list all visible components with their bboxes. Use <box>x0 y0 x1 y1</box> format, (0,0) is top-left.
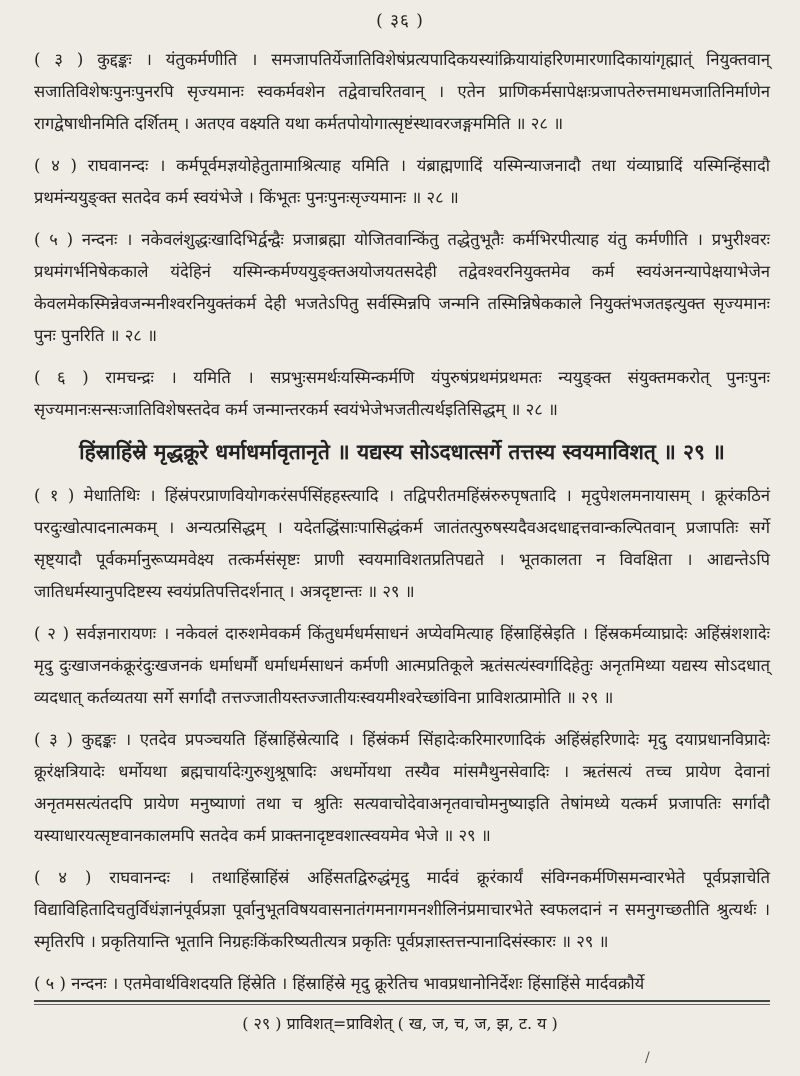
commentary-paragraph: ( ४ ) राघवानन्दः । कर्मपूर्वमज्ञयोहेतुतामाश्रित्याह यमिति । यंब्राह्मणादिं यस्मिन्याजनादौ तथा यंव्याघ्रादिं यस्मिन्हिंसादौ प्रथमंन्ययुङ्क्त सतदेव कर्म स्वयंभेजे । किंभूतः पुनःपुनःसृज्यमानः ॥ २८ ॥ <box>34 156 770 207</box>
commentary-paragraph: ( १ ) मेधातिथिः । हिंस्रंपरप्राणवियोगकरंसर्पसिंहहस्त्यादि । तद्विपरीतमहिंस्रंरुरुपृषतादि । मृदुपेशलमनायासम् । क्रूरंकठिनं परदुःखोत्पादनात्मकम् । अन्यत्प्रसिद्धम् । यदेतद्धिंसाःपासिद्धंकर्म जातंतत्पुरुषस्यदैवअदधाद्दत्तवान्कल्पितवान् प्रजापतिः सर्गे सृष्ट्यादौ पूर्वकर्मानुरूप्यमवेक्ष्य तत्कर्मसंसृष्टः प्राणी स्वयमाविशतप्रतिपद्यते । भूतकालता न विवक्षिता । आद्यन्तेऽपि जातिधर्मस्यानुपदिष्टस्य स्वयंप्रतिपत्तिदर्शनात् । अत्रदृष्टान्तः ॥ २९ ॥ <box>34 486 770 601</box>
commentary-paragraph: ( ४ ) राघवानन्दः । तथाहिंस्राहिंस्रं अहिंसतद्विरुद्धंमृदु मार्दवं क्रूरंकार्यं संविग्नकर्मणिसमन्वारभेते पूर्वप्रज्ञाचेति विद्याविहितादिचतुर्विधंज्ञानंपूर्वप्रज्ञा पूर्वानुभूतविषयवासनातंगमनागमनशीलिनंप्रमाचारभेते स्वफलदानं न समनुगच्छतीति श्रुत्यर्थः । स्मृतिरपि । प्रकृतियान्ति भूतानि निग्रहःकिंकरिष्यतीत्यत्र प्रकृतिः पूर्वप्रज्ञास्तत्तन्पानादिसंस्कारः ॥ २९ ॥ <box>34 868 770 951</box>
page-body <box>34 44 770 1010</box>
commentary-paragraph: ( २ ) सर्वज्ञनारायणः । नकेवलं दारुशमेवकर्म किंतुधर्मधर्मसाधनं अप्येवमित्याह हिंस्राहिंस्रेइति । हिंस्रकर्मव्याघ्रादेः अहिंस्रंशशादेः मृदु दुःखाजनकंक्रूरंदुःखजनकं धर्माधर्मौ धर्माधर्मसाधनं कर्मणी आत्मप्रतिकूले ऋतंसत्यंस्वर्गादिहेतुः अनृतमिथ्या यद्यस्य सोऽदधात् व्यदधात् कर्तव्यतया सर्गे सर्गादौ तत्तज्जातीयस्तज्जातीयःस्वयमीश्वरेच्छांविना प्राविशत्प्रामोति ॥ २९ ॥ <box>34 624 770 707</box>
page-number: ( ३६ ) <box>376 11 424 31</box>
footnote-divider-thin <box>34 1004 770 1005</box>
commentary-paragraph: ( ६ ) रामचन्द्रः । यमिति । सप्रभुःसमर्थःयस्मिन्कर्मणि यंपुरुषंप्रथमंप्रथमतः न्ययुङ्क्त संयुक्तमकरोत् पुनःपुनः सृज्यमानःसन्सःजातिविशेषस्तदेव कर्म जन्मान्तरकर्म स्वयंभेजेभजतीत्यर्थइतिसिद्धम् ॥ २८ ॥ <box>34 368 770 419</box>
commentary-paragraph: ( ५ ) नन्दनः । नकेवलंशुद्धःखादिभिर्द्वन्द्वैः प्रजाब्रह्मा योजितवान्किंतु तद्धेतुभूतैः कर्मभिरपीत्याह यंतु कर्मणीति । प्रभुरीश्वरः प्रथमंगर्भनिषेककाले यंदेहिनं यस्मिन्कर्मण्ययुङ्क्तअयोजयतसदेही तद्वेवश्वरनियुक्तमेव कर्म स्वयंअनन्यापेक्षयाभेजेन केवलमेकस्मिन्नेवजन्मनीश्वरनियुक्तंकर्म देही भजतेऽपितु सर्वस्मिन्नपि जन्मनि तस्मिन्निषेककाले नियुक्तंभजतइत्युक्त सृज्यमानः पुनः पुनरिति ॥ २८ ॥ <box>34 230 770 345</box>
verse-heading: हिंस्राहिंस्रे मृद्धक्रूरे धर्माधर्मावृतानृते ॥ यद्यस्य सोऽदधात्सर्गे तत्तस्य स्वयमाविशत् ॥ २९ ॥ <box>79 439 725 464</box>
page-mark: / <box>645 1050 650 1066</box>
commentary-paragraph: ( ३ ) कुद्दङ्कः । यंतुकर्मणीति । समजापतिर्येजातिविशेषंप्रत्यपादिकयस्यांक्रियायांहरिणमारणादिकायांगृह्मात्ं नियुक्तवान् सजातिविशेषःपुनःपुनरपि सृज्यमानः स्वकर्मवशेन तद्वेवाचरितवान् । एतेन प्राणिकर्मसापेक्षःप्रजापतेरुत्तमाधमजातिनिर्माणेन रागद्वेषाधीनमिति दर्शितम् । अतएव वक्ष्यति यथा कर्मतपोयोगात्सृष्टंस्थावरजङ्गममिति ॥ २८ ॥ <box>34 50 770 133</box>
commentary-paragraph: ( ५ ) नन्दनः । एतमेवार्थविशदयति हिंस्रेति । हिंस्राहिंस्रे मृदु क्रूरेतिच भावप्रधानोनिर्देशः हिंसाहिंसे मार्दवक्रौर्ये <box>34 974 645 993</box>
commentary-paragraph: ( ३ ) कुद्दङ्कः । एतदेव प्रपञ्चयति हिंस्राहिंस्रेत्यादि । हिंस्रंकर्म सिंहादेःकरिमारणादिकं अहिंस्रंहरिणादेः मृदु दयाप्रधानविप्रादेः क्रूरंक्षत्रियादेः धर्मोयथा ब्रह्मचार्यादेःगुरुशुश्रूषादिः अधर्मोयथा तस्यैव मांसमैथुनसेवादिः । ऋतंसत्यं तच्च प्रायेण देवानां अनृतमसत्यंतदपि प्रायेण मनुष्याणां तथा च श्रुतिः सत्यवाचोदेवाअनृतवाचोमनुष्याइति तेषांमध्ये यत्कर्म प्रजापतिः सर्गादौ यस्याधारयत्सृष्टवानकालमपि सतदेव कर्म प्राक्तनादृष्टवशात्स्वयमेव भेजे ॥ २९ ॥ <box>34 730 770 845</box>
footnote: ( २९ ) प्राविशत्=प्राविशेत् ( ख, ज, च, ज, झ, ट. य ) <box>242 1014 558 1033</box>
footnote-divider <box>34 1000 770 1002</box>
